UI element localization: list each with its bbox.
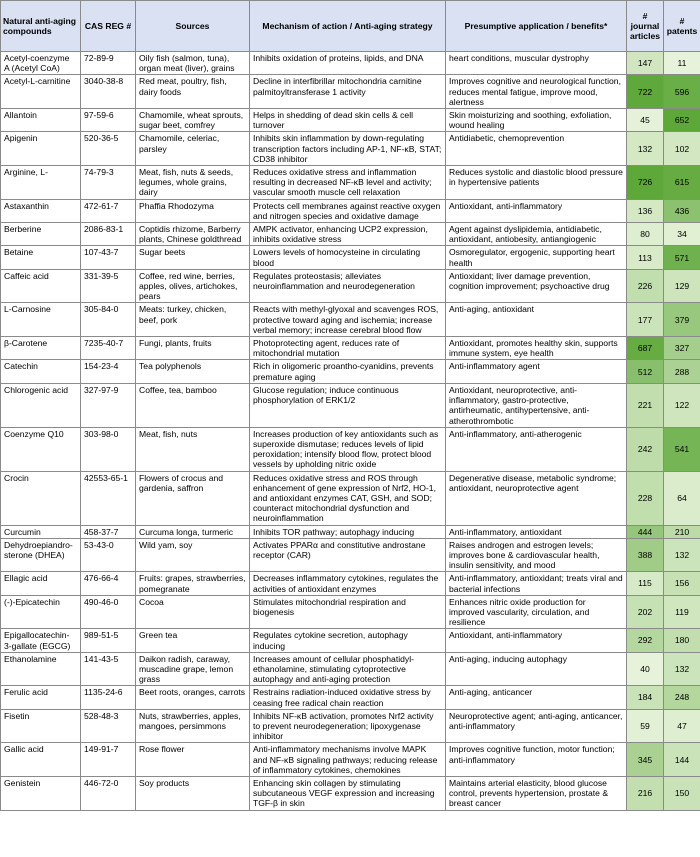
table-row [1,686,700,709]
cell-cas: 303-98-0 [81,427,136,471]
cell-cas: 72-89-9 [81,52,136,75]
table-row [1,743,700,777]
cell-application: Anti-inflammatory agent [446,360,627,383]
cell-application: Neuroprotective agent; anti-aging, anticancer, anti-inflammatory [446,709,627,743]
cell-sources: Soy products [136,777,250,811]
table-row [1,360,700,383]
cell-patents: 596 [664,75,700,109]
cell-sources: Coffee, tea, bamboo [136,383,250,427]
cell-mechanism: Lowers levels of homocysteine in circulating blood [250,246,446,269]
cell-application: Reduces systolic and diastolic blood pressure in hypertensive patients [446,166,627,200]
cell-articles: 512 [627,360,664,383]
cell-sources: Rose flower [136,743,250,777]
cell-cas: 7235-40-7 [81,337,136,360]
cell-cas: 305-84-0 [81,303,136,337]
cell-application: Antioxidant, anti-inflammatory [446,629,627,652]
table-row [1,75,700,109]
cell-cas: 331-39-5 [81,269,136,303]
table-row [1,223,700,246]
cell-articles: 115 [627,572,664,595]
cell-compound: Coenzyme Q10 [1,427,81,471]
table-row [1,595,700,629]
table-row [1,246,700,269]
cell-mechanism: AMPK activator, enhancing UCP2 expression, inhibits oxidative stress [250,223,446,246]
cell-compound: Catechin [1,360,81,383]
table-row [1,269,700,303]
cell-compound: Dehydroepiandro-sterone (DHEA) [1,538,81,572]
cell-application: Improves cognitive and neurological function, reduces mental fatigue, improve mood, alertness [446,75,627,109]
cell-compound: L-Carnosine [1,303,81,337]
cell-sources: Fruits: grapes, strawberries, pomegranate [136,572,250,595]
cell-sources: Sugar beets [136,246,250,269]
cell-application: Antioxidant, anti-inflammatory [446,199,627,222]
table-row [1,132,700,166]
cell-cas: 107-43-7 [81,246,136,269]
cell-articles: 40 [627,652,664,686]
cell-cas: 520-36-5 [81,132,136,166]
table-row [1,52,700,75]
cell-application: Anti-inflammatory, anti-atherogenic [446,427,627,471]
cell-sources: Chamomile, wheat sprouts, sugar beet, comfrey [136,109,250,132]
cell-mechanism: Photoprotecting agent, reduces rate of mitochondrial mutation [250,337,446,360]
cell-compound: Allantoin [1,109,81,132]
cell-articles: 147 [627,52,664,75]
cell-application: heart conditions, muscular dystrophy [446,52,627,75]
header-sources: Sources [136,1,250,52]
cell-cas: 472-61-7 [81,199,136,222]
cell-compound: Genistein [1,777,81,811]
cell-sources: Meats: turkey, chicken, beef, pork [136,303,250,337]
cell-patents: 34 [664,223,700,246]
cell-application: Antioxidant, promotes healthy skin, supports immune system, eye health [446,337,627,360]
cell-mechanism: Glucose regulation; induce continuous phosphorylation of ERK1/2 [250,383,446,427]
cell-patents: 156 [664,572,700,595]
table-row [1,709,700,743]
cell-cas: 53-43-0 [81,538,136,572]
table-row [1,525,700,538]
cell-compound: (-)-Epicatechin [1,595,81,629]
cell-cas: 989-51-5 [81,629,136,652]
cell-compound: Betaine [1,246,81,269]
cell-compound: Crocin [1,471,81,525]
cell-patents: 129 [664,269,700,303]
cell-articles: 221 [627,383,664,427]
cell-application: Raises androgen and estrogen levels; improves bone & cardiovascular health, insulin sensitivity, and mood [446,538,627,572]
cell-patents: 180 [664,629,700,652]
cell-mechanism: Inhibits skin inflammation by down-regulating transcription factors including AP-1, NF-κB, STAT; CD38 inhibitor [250,132,446,166]
cell-sources: Red meat, poultry, fish, dairy foods [136,75,250,109]
cell-application: Anti-aging, anticancer [446,686,627,709]
cell-sources: Wild yam, soy [136,538,250,572]
cell-cas: 2086-83-1 [81,223,136,246]
cell-sources: Beet roots, oranges, carrots [136,686,250,709]
table-row [1,572,700,595]
cell-application: Anti-inflammatory, antioxidant [446,525,627,538]
cell-application: Enhances nitric oxide production for improved vascularity, circulation, and resilience [446,595,627,629]
cell-cas: 327-97-9 [81,383,136,427]
cell-application: Antioxidant; liver damage prevention, cognition improvement; psychoactive drug [446,269,627,303]
cell-articles: 80 [627,223,664,246]
cell-mechanism: Inhibits TOR pathway; autophagy inducing [250,525,446,538]
cell-sources: Curcuma longa, turmeric [136,525,250,538]
cell-articles: 292 [627,629,664,652]
cell-sources: Chamomile, celeriac, parsley [136,132,250,166]
cell-compound: Ellagic acid [1,572,81,595]
cell-compound: Ferulic acid [1,686,81,709]
cell-patents: 119 [664,595,700,629]
cell-sources: Oily fish (salmon, tuna), organ meat (liver), grains [136,52,250,75]
cell-application: Improves cognitive function, motor function; anti-inflammatory [446,743,627,777]
cell-sources: Green tea [136,629,250,652]
cell-patents: 210 [664,525,700,538]
cell-compound: Acetyl-L-carnitine [1,75,81,109]
cell-cas: 154-23-4 [81,360,136,383]
cell-mechanism: Reduces oxidative stress and ROS through enhancement of gene expression of Nrf2, HO-1, and antioxidant enzymes CAT, GSH, and SOD; counteract mitochondrial dysfunction and neuroinflammation [250,471,446,525]
header-articles: # journal articles [627,1,664,52]
cell-compound: Fisetin [1,709,81,743]
cell-patents: 248 [664,686,700,709]
cell-patents: 132 [664,538,700,572]
cell-patents: 541 [664,427,700,471]
cell-application: Anti-aging, inducing autophagy [446,652,627,686]
cell-patents: 150 [664,777,700,811]
cell-articles: 345 [627,743,664,777]
cell-mechanism: Stimulates mitochondrial respiration and biogenesis [250,595,446,629]
cell-cas: 149-91-7 [81,743,136,777]
table-row [1,427,700,471]
cell-sources: Fungi, plants, fruits [136,337,250,360]
header-compound: Natural anti-aging compounds [1,1,81,52]
cell-patents: 47 [664,709,700,743]
header-application: Presumptive application / benefits* [446,1,627,52]
cell-articles: 177 [627,303,664,337]
cell-articles: 113 [627,246,664,269]
cell-cas: 3040-38-8 [81,75,136,109]
cell-sources: Meat, fish, nuts [136,427,250,471]
cell-application: Osmoregulator, ergogenic, supporting heart health [446,246,627,269]
cell-mechanism: Inhibits NF-κB activation, promotes Nrf2 activity to prevent neurodegeneration; lipoxygenase inhibitor [250,709,446,743]
cell-compound: Chlorogenic acid [1,383,81,427]
cell-sources: Nuts, strawberries, apples, mangoes, persimmons [136,709,250,743]
cell-cas: 490-46-0 [81,595,136,629]
cell-patents: 327 [664,337,700,360]
cell-compound: Acetyl-coenzyme A (Acetyl CoA) [1,52,81,75]
cell-cas: 476-66-4 [81,572,136,595]
cell-mechanism: Increases production of key antioxidants such as superoxide dismutase; reduces levels of lipid peroxidation; intensify blood flow, protect blood vessels by upholding nitric oxide [250,427,446,471]
table-row [1,303,700,337]
cell-patents: 652 [664,109,700,132]
cell-mechanism: Decline in interfibrillar mitochondria carnitine palmitoyltransferase 1 activity [250,75,446,109]
cell-sources: Tea polyphenols [136,360,250,383]
cell-compound: Epigallocatechin-3-gallate (EGCG) [1,629,81,652]
cell-application: Skin moisturizing and soothing, exfoliation, wound healing [446,109,627,132]
cell-sources: Coffee, red wine, berries, apples, olives, artichokes, pears [136,269,250,303]
cell-compound: Arginine, L- [1,166,81,200]
cell-mechanism: Rich in oligomeric proantho-cyanidins, prevents premature aging [250,360,446,383]
cell-compound: Curcumin [1,525,81,538]
cell-cas: 97-59-6 [81,109,136,132]
table-row [1,199,700,222]
cell-compound: Caffeic acid [1,269,81,303]
cell-articles: 132 [627,132,664,166]
cell-mechanism: Increases amount of cellular phosphatidyl-ethanolamine, stimulating cytoprotective autophagy and anti-aging protection [250,652,446,686]
cell-mechanism: Helps in shedding of dead skin cells & cell turnover [250,109,446,132]
header-patents: # patents [664,1,700,52]
cell-sources: Daikon radish, caraway, muscadine grape, lemon grass [136,652,250,686]
cell-articles: 202 [627,595,664,629]
cell-application: Anti-inflammatory, antioxidant; treats viral and bacterial infections [446,572,627,595]
cell-compound: Gallic acid [1,743,81,777]
cell-cas: 458-37-7 [81,525,136,538]
cell-compound: Ethanolamine [1,652,81,686]
cell-mechanism: Regulates cytokine secretion, autophagy inducing [250,629,446,652]
table-row [1,471,700,525]
table-row [1,538,700,572]
cell-application: Antidiabetic, chemoprevention [446,132,627,166]
cell-sources: Flowers of crocus and gardenia, saffron [136,471,250,525]
cell-mechanism: Reduces oxidative stress and inflammation resulting in decreased NF-κB level and activity; vascular smooth muscle cell relaxation [250,166,446,200]
cell-patents: 102 [664,132,700,166]
cell-application: Agent against dyslipidemia, antidiabetic, antioxidant, antiobesity, antiangiogenic [446,223,627,246]
cell-compound: β-Carotene [1,337,81,360]
cell-sources: Cocoa [136,595,250,629]
cell-articles: 59 [627,709,664,743]
cell-compound: Berberine [1,223,81,246]
cell-sources: Meat, fish, nuts & seeds, legumes, whole grains, dairy [136,166,250,200]
cell-articles: 722 [627,75,664,109]
cell-sources: Phaffia Rhodozyma [136,199,250,222]
cell-mechanism: Regulates proteostasis; alleviates neuroinflammation and neurodegeneration [250,269,446,303]
cell-mechanism: Anti-inflammatory mechanisms involve MAPK and NF-κB signaling pathways; reducing release of inflammatory cytokines, chemokines [250,743,446,777]
cell-application: Antioxidant, neuroprotective, anti-inflammatory, gastro-protective, antirheumatic, antihypertensive, anti-atherothrombotic [446,383,627,427]
table-row [1,337,700,360]
cell-cas: 141-43-5 [81,652,136,686]
cell-compound: Apigenin [1,132,81,166]
cell-application: Anti-aging, antioxidant [446,303,627,337]
cell-mechanism: Protects cell membranes against reactive oxygen and nitrogen species and oxidative damage [250,199,446,222]
cell-patents: 436 [664,199,700,222]
cell-patents: 615 [664,166,700,200]
cell-cas: 74-79-3 [81,166,136,200]
cell-patents: 379 [664,303,700,337]
cell-articles: 726 [627,166,664,200]
table-row [1,383,700,427]
cell-patents: 11 [664,52,700,75]
cell-articles: 228 [627,471,664,525]
cell-application: Maintains arterial elasticity, blood glucose control, prevents hypertension, prostate & breast cancer [446,777,627,811]
cell-articles: 216 [627,777,664,811]
cell-patents: 288 [664,360,700,383]
header-row [1,1,700,52]
cell-articles: 45 [627,109,664,132]
cell-patents: 132 [664,652,700,686]
header-mechanism: Mechanism of action / Anti-aging strategy [250,1,446,52]
header-cas: CAS REG # [81,1,136,52]
cell-mechanism: Restrains radiation-induced oxidative stress by ceasing free radical chain reaction [250,686,446,709]
cell-articles: 444 [627,525,664,538]
cell-articles: 184 [627,686,664,709]
cell-sources: Coptidis rhizome, Barberry plants, Chinese goldthread [136,223,250,246]
cell-articles: 242 [627,427,664,471]
cell-cas: 528-48-3 [81,709,136,743]
cell-mechanism: Inhibits oxidation of proteins, lipids, and DNA [250,52,446,75]
cell-articles: 687 [627,337,664,360]
cell-mechanism: Reacts with methyl-glyoxal and scavenges ROS, protective toward aging and ischemia; increase verbal memory; increase cerebral blood flow [250,303,446,337]
cell-cas: 1135-24-6 [81,686,136,709]
cell-patents: 64 [664,471,700,525]
table-row [1,166,700,200]
cell-patents: 144 [664,743,700,777]
table-body [1,52,700,811]
cell-patents: 571 [664,246,700,269]
table-row [1,777,700,811]
cell-cas: 446-72-0 [81,777,136,811]
cell-compound: Astaxanthin [1,199,81,222]
table-row [1,652,700,686]
table-row [1,629,700,652]
cell-mechanism: Enhancing skin collagen by stimulating subcutaneous VEGF expression and increasing TGF-β in skin [250,777,446,811]
cell-articles: 388 [627,538,664,572]
cell-mechanism: Decreases inflammatory cytokines, regulates the activities of antioxidant enzymes [250,572,446,595]
cell-articles: 136 [627,199,664,222]
cell-application: Degenerative disease, metabolic syndrome; antioxidant, neuroprotective agent [446,471,627,525]
cell-articles: 226 [627,269,664,303]
cell-patents: 122 [664,383,700,427]
cell-cas: 42553-65-1 [81,471,136,525]
table-row [1,109,700,132]
cell-mechanism: Activates PPARα and constitutive androstane receptor (CAR) [250,538,446,572]
